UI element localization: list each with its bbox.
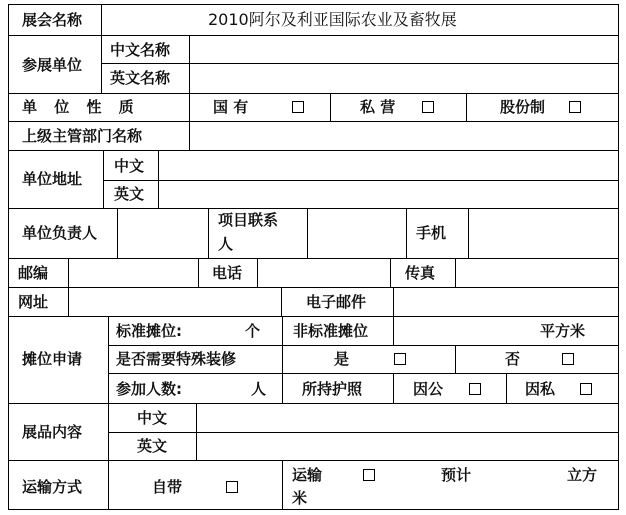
- passport-label: 所持护照: [302, 380, 363, 398]
- transport-volume-unit-2: 米: [292, 489, 308, 507]
- attendee-count-unit: 人: [251, 380, 267, 398]
- phone-input[interactable]: [258, 259, 390, 287]
- passport-public-label: 因公: [413, 380, 444, 398]
- project-contact-label-2: 人: [218, 235, 234, 253]
- booth-application-label: 摊位申请: [22, 350, 83, 368]
- fax-input[interactable]: [456, 259, 618, 287]
- address-en-input[interactable]: [159, 181, 618, 208]
- decor-yes-label: 是: [334, 350, 350, 368]
- exhibits-en-label: 英文: [137, 437, 168, 455]
- passport-public-checkbox[interactable]: [469, 383, 481, 395]
- joint-stock-checkbox[interactable]: [569, 101, 581, 113]
- exhibitor-en-name-label: 英文名称: [110, 69, 171, 87]
- transport-ship-checkbox[interactable]: [363, 469, 375, 481]
- standard-booth-label: 标准摊位:: [116, 322, 182, 340]
- option-joint-stock-label: 股份制: [500, 98, 546, 116]
- unit-head-label: 单位负责人: [22, 224, 98, 242]
- unit-nature-label: 单 位 性 质: [22, 98, 134, 116]
- exhibition-name-value: 2010阿尔及利亚国际农业及畜牧展: [208, 10, 457, 29]
- unit-head-input[interactable]: [118, 209, 208, 258]
- exhibitor-en-name-input[interactable]: [190, 64, 618, 93]
- address-cn-input[interactable]: [159, 151, 618, 180]
- special-decor-label: 是否需要特殊装修: [116, 350, 237, 368]
- standard-booth-unit: 个: [245, 322, 261, 340]
- transport-volume-unit: 立方: [567, 466, 598, 484]
- postcode-label: 邮编: [18, 264, 49, 282]
- address-cn-label: 中文: [114, 157, 145, 175]
- transport-ship-label: 运输: [292, 466, 323, 484]
- passport-private-label: 因私: [525, 380, 556, 398]
- state-owned-checkbox[interactable]: [292, 101, 304, 113]
- email-input[interactable]: [394, 288, 618, 316]
- decor-no-checkbox[interactable]: [562, 353, 574, 365]
- exhibits-label: 展品内容: [22, 423, 83, 441]
- transport-self-checkbox[interactable]: [226, 481, 238, 493]
- postcode-input[interactable]: [69, 259, 198, 287]
- project-contact-input[interactable]: [308, 209, 406, 258]
- decor-yes-checkbox[interactable]: [394, 353, 406, 365]
- exhibitor-label: 参展单位: [22, 56, 83, 74]
- passport-private-checkbox[interactable]: [580, 383, 592, 395]
- exhibits-cn-label: 中文: [137, 409, 168, 427]
- supervisor-dept-label: 上级主管部门名称: [22, 127, 143, 145]
- project-contact-label: 项目联系: [218, 211, 279, 229]
- exhibits-cn-input[interactable]: [197, 404, 618, 432]
- exhibitor-cn-name-input[interactable]: [190, 36, 618, 63]
- fax-label: 传真: [405, 264, 436, 282]
- website-label: 网址: [18, 293, 49, 311]
- exhibitor-cn-name-label: 中文名称: [110, 41, 171, 59]
- option-state-owned-label: 国 有: [213, 98, 249, 116]
- nonstandard-booth-label: 非标准摊位: [293, 322, 369, 340]
- private-checkbox[interactable]: [422, 101, 434, 113]
- attendee-count-label: 参加人数:: [116, 380, 182, 398]
- transport-self-label: 自带: [152, 478, 183, 496]
- address-label: 单位地址: [22, 170, 83, 188]
- phone-label: 电话: [212, 264, 243, 282]
- exhibits-en-input[interactable]: [197, 433, 618, 460]
- option-private-label: 私 营: [360, 98, 396, 116]
- transport-estimate-label: 预计: [441, 466, 472, 484]
- nonstandard-booth-unit: 平方米: [540, 322, 586, 340]
- email-label: 电子邮件: [306, 293, 367, 311]
- website-input[interactable]: [69, 288, 281, 316]
- address-en-label: 英文: [114, 185, 145, 203]
- exhibition-name-label: 展会名称: [22, 11, 83, 29]
- mobile-input[interactable]: [469, 209, 618, 258]
- mobile-label: 手机: [416, 224, 447, 242]
- decor-no-label: 否: [505, 350, 521, 368]
- transport-label: 运输方式: [22, 478, 83, 496]
- supervisor-dept-input[interactable]: [190, 122, 618, 150]
